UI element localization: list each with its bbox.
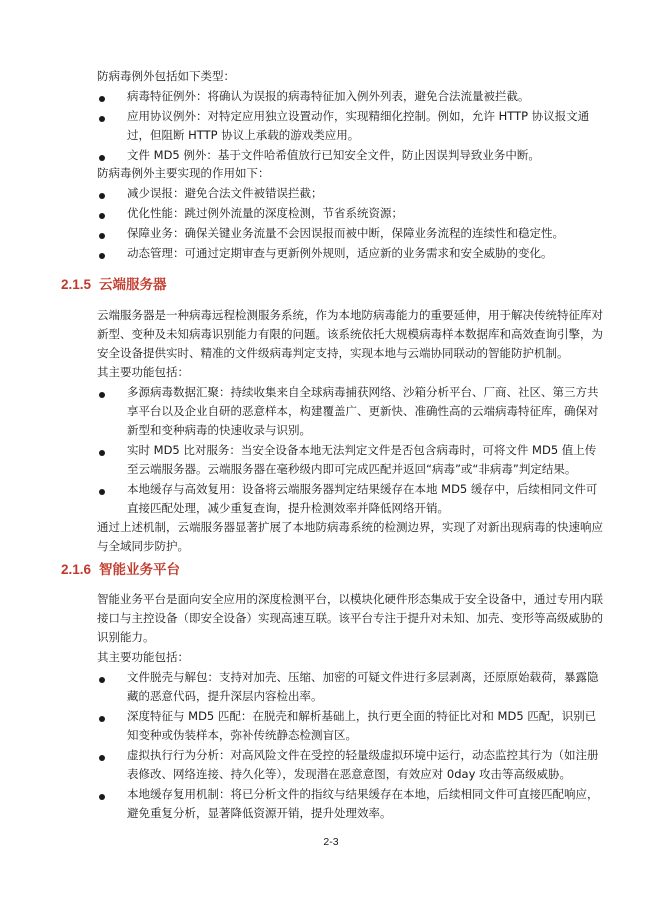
list-item: 实时 MD5 比对服务：当安全设备本地无法判定文件是否包含病毒时，可将文件 MD5 值上传至云端服务器。云端服务器在毫秒级内即可完成匹配并返回“病毒”或“非病毒”判定结果。 [127, 443, 597, 476]
list-item: 优化性能：跳过例外流量的深度检测，节省系统资源； [127, 206, 403, 220]
summary-paragraph: 通过上述机制，云端服务器显著扩展了本地防病毒系统的检测边界，实现了对新出现病毒的快速响应与全域同步防护。 [97, 520, 603, 553]
list-item: 应用协议例外：对特定应用独立设置动作，实现精细化控制。例如，允许 HTTP 协议报文通过，但阻断 HTTP 协议上承载的游戏类应用。 [127, 109, 590, 142]
bullet-icon [99, 755, 105, 761]
bullet-icon [99, 253, 105, 259]
paragraph: 智能业务平台是面向安全应用的深度检测平台，以模块化硬件形态集成于安全设备中，通过专用内联接口与主控设备（即安全设备）实现高速互联。该平台专注于提升对未知、加壳、变形等高级威胁的识别能力。 [97, 592, 603, 644]
list-item: 保障业务：确保关键业务流量不会因误报而被中断，保障业务流程的连续性和稳定性。 [127, 226, 564, 240]
list-item: 本地缓存与高效复用：设备将云端服务器判定结果缓存在本地 MD5 缓存中，后续相同文件可直接匹配处理，减少重复查询，提升检测效率并降低网络开销。 [127, 482, 598, 515]
list-item: 本地缓存复用机制：将已分析文件的指纹与结果缓存在本地，后续相同文件可直接匹配响应，避免重复分析，显著降低资源开销，提升处理效率。 [127, 787, 599, 820]
bullet-icon [99, 677, 105, 683]
bullet-icon [99, 716, 105, 722]
section-heading-cloud-server [61, 276, 167, 294]
bullet-icon [99, 116, 105, 122]
section-title: 云端服务器 [99, 277, 167, 292]
list-item: 虚拟执行行为分析：对高风险文件在受控的轻量级虚拟环境中运行，动态监控其行为（如注册表修改、网络连接、持久化等），发现潜在恶意意图，有效应对 0day 攻击等高级威胁。 [127, 748, 599, 781]
bullet-icon [99, 213, 105, 219]
functions-heading: 其主要功能包括： [97, 650, 189, 664]
bullet-icon [99, 794, 105, 800]
paragraph: 云端服务器是一种病毒远程检测服务系统，作为本地防病毒能力的重要延伸，用于解决传统特征库对新型、变种及未知病毒识别能力有限的问题。该系统依托大规模病毒样本数据库和高效查询引擎，为安全设备提供实时、精准的文件级病毒判定支持，实现本地与云端协同联动的智能防护机制。 [97, 308, 603, 360]
bullet-icon [99, 193, 105, 199]
bullet-icon [99, 96, 105, 102]
list-item: 减少误报：避免合法文件被错误拦截； [127, 186, 323, 200]
section-title: 智能业务平台 [99, 562, 181, 577]
page-number: 2-3 [323, 836, 339, 848]
list-item: 深度特征与 MD5 匹配：在脱壳和解析基础上，执行更全面的特征比对和 MD5 匹配，识别已知变种或伪装样本，弥补传统静态检测盲区。 [127, 709, 597, 742]
bullet-icon [99, 392, 105, 398]
list-item: 病毒特征例外：将确认为误报的病毒特征加入例外列表，避免合法流量被拦截。 [127, 89, 530, 103]
effect-heading: 防病毒例外主要实现的作用如下： [97, 166, 270, 180]
section-number: 2.1.5 [61, 277, 92, 292]
intro-heading: 防病毒例外包括如下类型： [97, 69, 235, 83]
bullet-icon [99, 489, 105, 495]
list-item: 多源病毒数据汇聚：持续收集来自全球病毒捕获网络、沙箱分析平台、厂商、社区、第三方共享平台以及企业自研的恶意样本，构建覆盖广、更新快、准确性高的云端病毒特征库，确保对新型和变种病毒的快速收录与识别。 [127, 385, 599, 437]
bullet-icon [99, 155, 105, 161]
section-heading-smart-platform [61, 561, 180, 579]
section-number: 2.1.6 [61, 562, 92, 577]
functions-heading: 其主要功能包括： [97, 365, 189, 379]
list-item: 文件脱壳与解包：支持对加壳、压缩、加密的可疑文件进行多层剥离，还原原始载荷，暴露隐藏的恶意代码，提升深层内容检出率。 [127, 670, 599, 703]
list-item: 文件 MD5 例外：基于文件哈希值放行已知安全文件，防止因误判导致业务中断。 [127, 148, 540, 162]
bullet-icon [99, 233, 105, 239]
bullet-icon [99, 450, 105, 456]
list-item: 动态管理：可通过定期审查与更新例外规则，适应新的业务需求和安全威胁的变化。 [127, 246, 553, 260]
